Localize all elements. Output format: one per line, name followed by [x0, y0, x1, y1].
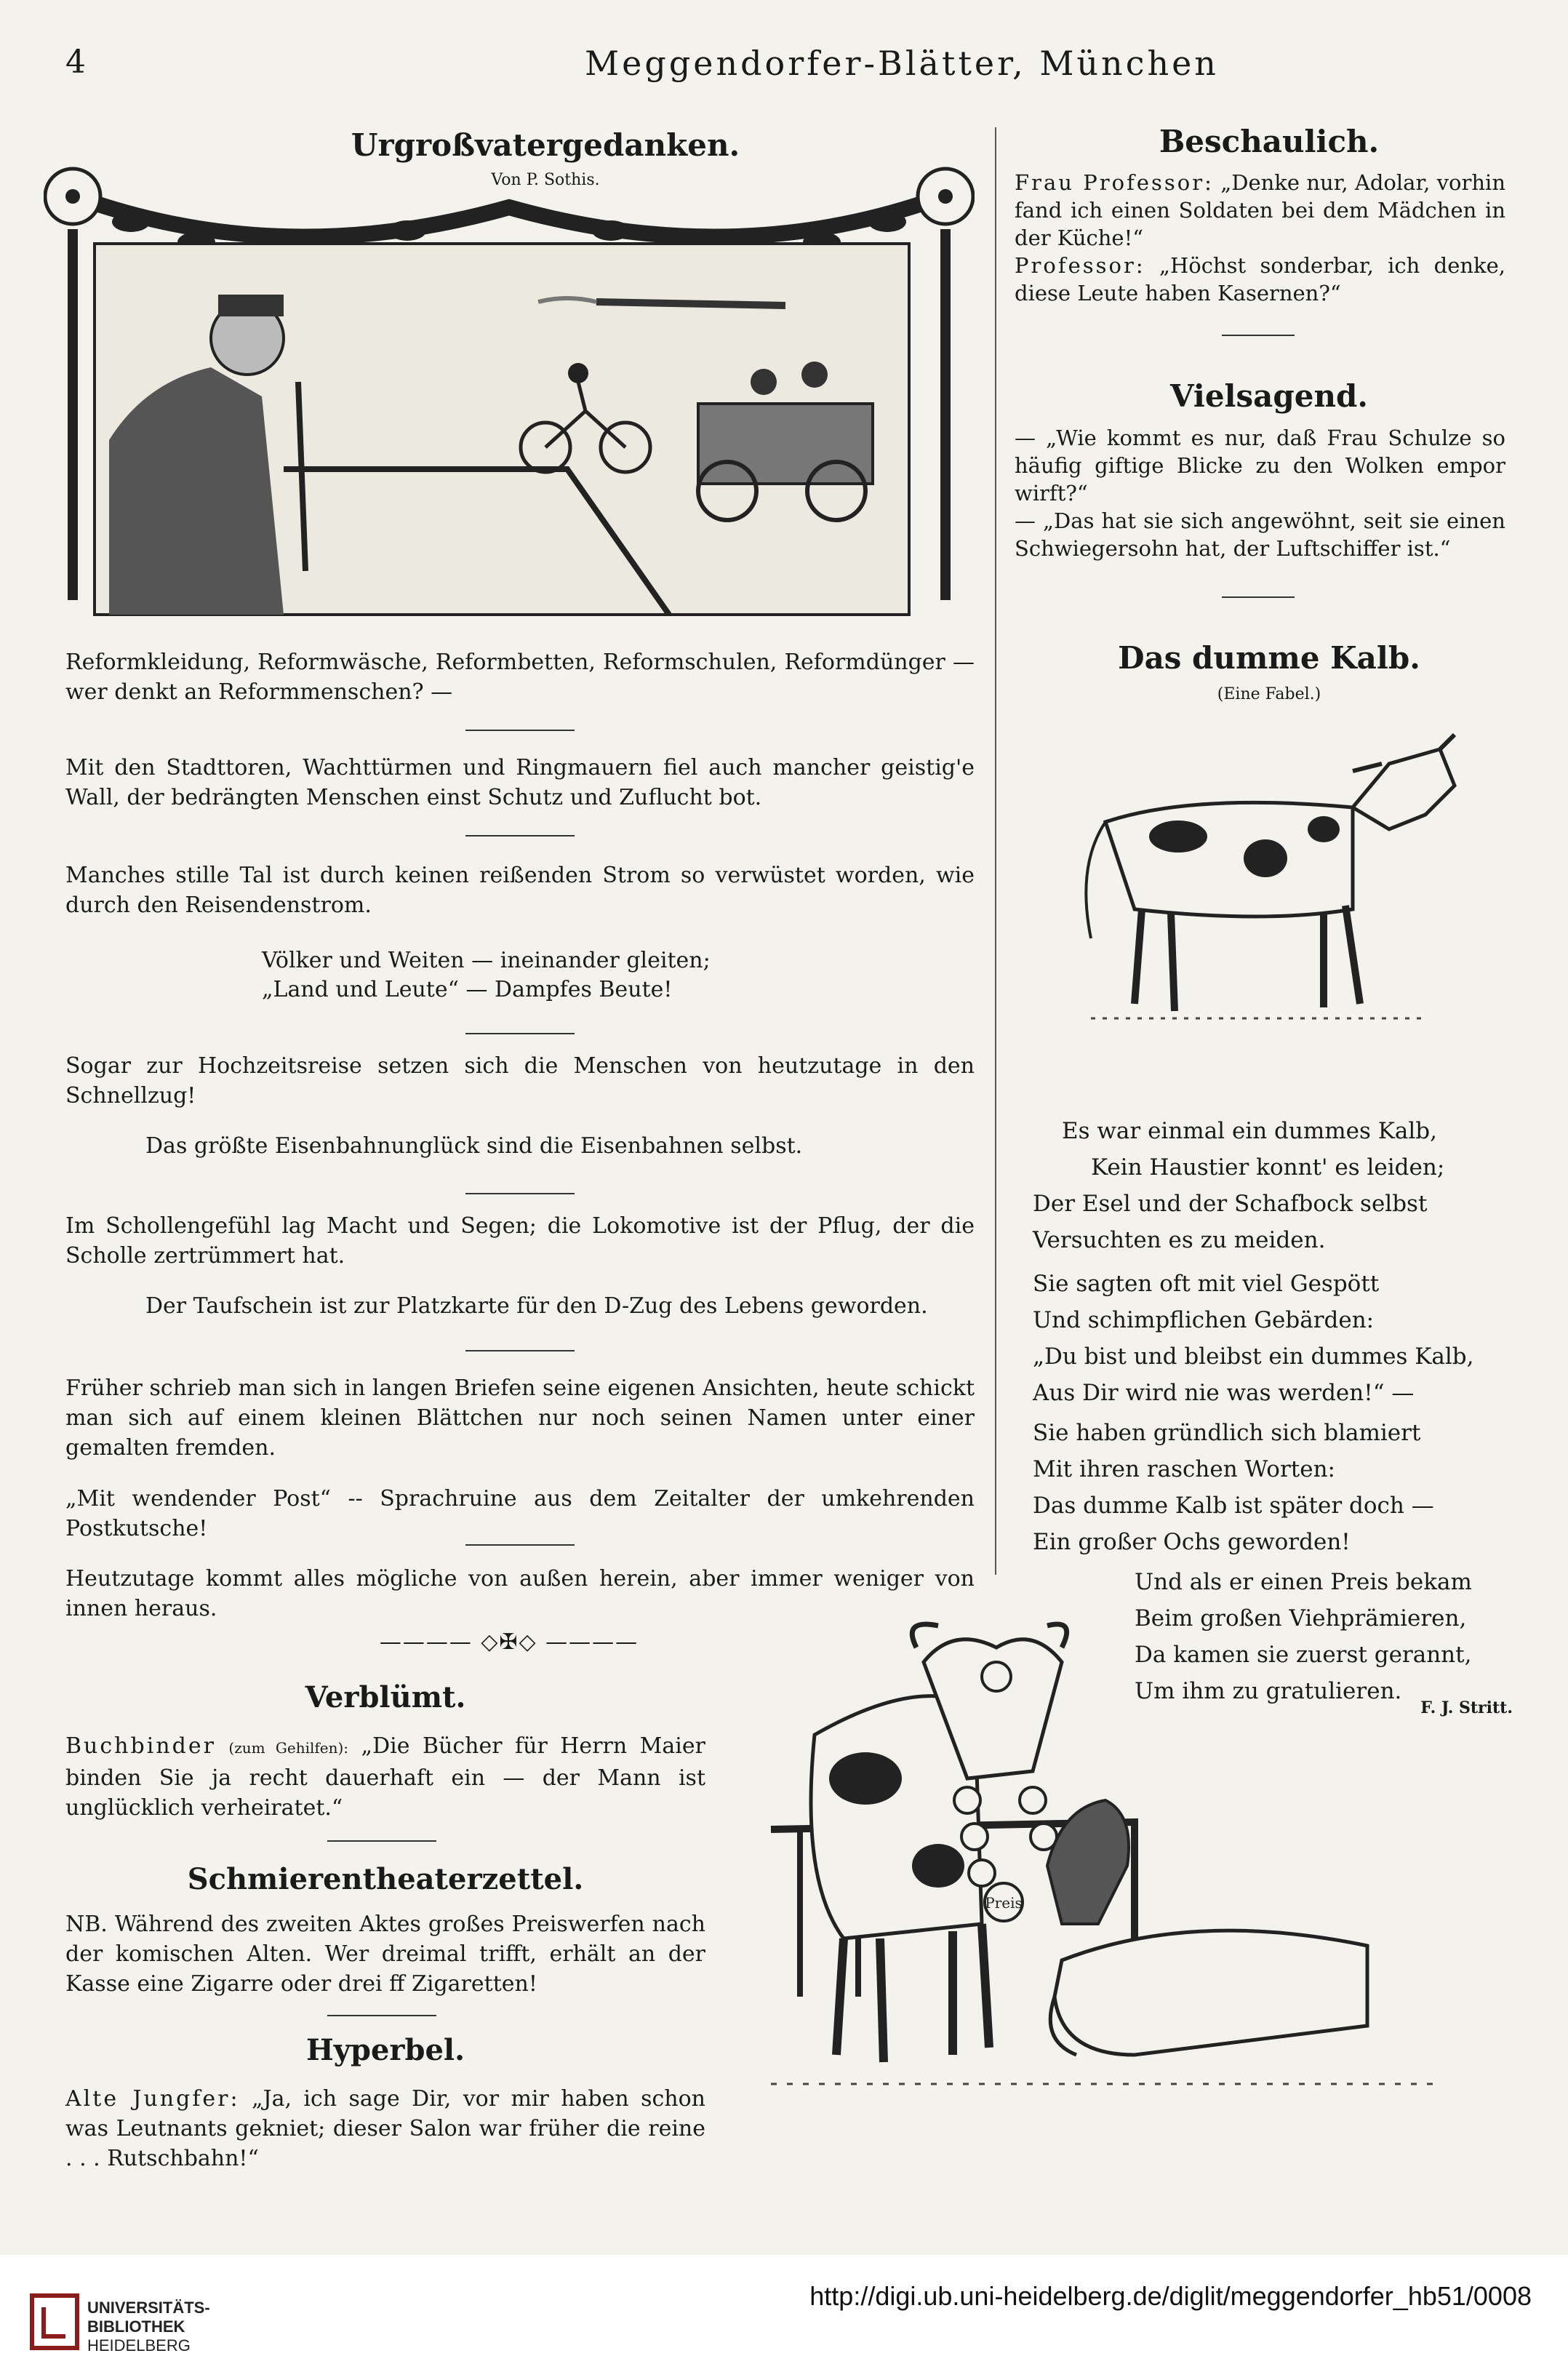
aphorism-9: „Mit wendender Post“ -- Sprachruine aus dem Zeitalter der umkehrenden Postkutsche! — [65, 1486, 975, 1541]
page-header — [65, 44, 1513, 87]
speech: „Denke nur, Adolar, vorhin fand ich einen Soldaten bei dem Mädchen in der Küche!“ — [1015, 170, 1506, 250]
verbluemt-title: Verblümt. — [305, 1680, 466, 1714]
aphorism-7: Der Taufschein ist zur Platzkarte für den D-Zug des Lebens geworden. — [145, 1293, 928, 1319]
running-title: Meggendorfer-Blätter, München — [585, 44, 1219, 83]
verse-line-2: „Land und Leute“ — Dampfes Beute! — [262, 977, 673, 1002]
separator — [465, 1350, 575, 1351]
poem-line: Kein Haustier konnt' es leiden; — [1091, 1154, 1445, 1181]
hyperbel-speaker: Alte Jungfer: — [65, 2086, 240, 2112]
beschaulich-text — [1015, 169, 1505, 307]
separator — [465, 1544, 575, 1546]
aphorism-4: Sogar zur Hochzeitsreise setzen sich die Menschen von heutzutage in den Schnellzug! — [65, 1053, 975, 1109]
separator — [1222, 596, 1295, 598]
kalb-title: Das dumme Kalb. — [1118, 640, 1420, 676]
digitization-url[interactable]: http://digi.ub.uni-heidelberg.de/diglit/meggendorfer_hb51/0008 — [809, 2281, 1532, 2311]
separator — [327, 1840, 436, 1842]
separator — [465, 835, 575, 836]
university-logo-icon — [29, 2293, 80, 2351]
article-byline: Von P. Sothis. — [491, 171, 600, 189]
speech: „Höchst sonderbar, ich denke, diese Leute haben Kasernen?“ — [1015, 253, 1506, 306]
kalb-signature: F. J. Stritt. — [1420, 1698, 1513, 1717]
section-ornament: ———— ◇✠◇ ———— — [379, 1629, 639, 1655]
verbluemt-quote: „Die Bücher für Herrn Maier binden Sie ja recht dauerhaft ein — der Mann ist unglücklich verheiratet.“ — [65, 1733, 705, 1821]
kalb-stanza-1 — [1033, 1113, 1513, 1258]
poem-line: Und als er einen Preis bekam — [1135, 1569, 1472, 1595]
institution-line: BIBLIOTHEK — [87, 2317, 185, 2336]
poem-line: Sie sagten oft mit viel Gespött — [1033, 1271, 1380, 1297]
verbluemt-stage-direction: (zum Gehilfen): — [228, 1739, 349, 1757]
aphorism-10: Heutzutage kommt alles mögliche von außen herein, aber immer weniger von innen heraus. — [65, 1566, 975, 1621]
rosette-left-icon — [45, 169, 100, 224]
kalb-stanza-3 — [1033, 1415, 1513, 1560]
separator — [327, 2015, 436, 2016]
verse-line-1: Völker und Weiten — ineinander gleiten; — [262, 948, 711, 973]
aphorism-5: Das größte Eisenbahnunglück sind die Eisenbahnen selbst. — [145, 1133, 803, 1159]
poem-line: Mit ihren raschen Worten: — [1033, 1456, 1335, 1482]
vielsagend-question: — „Wie kommt es nur, daß Frau Schulze so häufig giftige Blicke zu den Wolken empor wirft?“ — [1015, 426, 1505, 506]
rosette-right-icon — [918, 169, 973, 224]
poem-line: Ein großer Ochs geworden! — [1033, 1529, 1351, 1555]
hyperbel-quote: „Ja, ich sage Dir, vor mir haben schon was Leutnants gekniet; dieser Salon war früher die reine . . . Rutschbahn!“ — [65, 2086, 705, 2171]
poem-line: Es war einmal ein dummes Kalb, — [1062, 1118, 1437, 1144]
aphorism-8: Früher schrieb man sich in langen Briefen seine eigenen Ansichten, heute schickt man sich auf einem kleinen Blättchen nur noch seinen Namen unter einer gemalten fremden. — [65, 1375, 975, 1461]
poem-line: „Du bist und bleibst ein dummes Kalb, — [1033, 1343, 1474, 1370]
separator — [465, 730, 575, 731]
library-footer — [0, 2255, 1568, 2380]
vielsagend-answer: — „Das hat sie sich angewöhnt, seit sie einen Schwiegersohn hat, der Luftschiffer ist.“ — [1015, 508, 1505, 561]
poem-line: Das dumme Kalb ist später doch — — [1033, 1493, 1434, 1519]
beschaulich-title: Beschaulich. — [1159, 124, 1380, 159]
column-divider — [995, 127, 996, 1575]
page-number: 4 — [65, 44, 86, 81]
separator — [465, 1033, 575, 1034]
poem-line: Versuchten es zu meiden. — [1033, 1227, 1326, 1253]
separator — [1222, 335, 1295, 336]
kalb-stanza-2 — [1033, 1266, 1513, 1411]
poem-line: Da kamen sie zuerst gerannt, — [1135, 1642, 1472, 1668]
verbluemt-speaker: Buchbinder — [65, 1733, 216, 1759]
poem-line: Und schimpflichen Gebärden: — [1033, 1307, 1375, 1333]
schmieren-text: NB. Während des zweiten Aktes großes Preiswerfen nach der komischen Alten. Wer dreimal trifft, erhält an der Kasse eine Zigarre oder drei ff Zigaretten! — [65, 1912, 705, 1997]
beschaulich-line-1 — [1015, 169, 1505, 252]
poem-line: Aus Dir wird nie was werden!“ — — [1033, 1380, 1415, 1406]
aphorism-1: Reformkleidung, Reformwäsche, Reformbetten, Reformschulen, Reformdünger — wer denkt an Reformmenschen? — — [65, 650, 975, 705]
aphorism-3: Manches stille Tal ist durch keinen reißenden Strom so verwüstet worden, wie durch den Reisendenstrom. — [65, 863, 975, 918]
schmieren-title: Schmierentheaterzettel. — [187, 1862, 584, 1896]
institution-line: HEIDELBERG — [87, 2336, 191, 2355]
poem-line: Sie haben gründlich sich blamiert — [1033, 1420, 1421, 1446]
institution-line: UNIVERSITÄTS- — [87, 2299, 210, 2317]
poem-line: Beim großen Viehprämieren, — [1135, 1605, 1467, 1632]
aphorism-6: Im Schollengefühl lag Macht und Segen; die Lokomotive ist der Pflug, der die Scholle zertrümmert hat. — [65, 1213, 975, 1269]
hyperbel-text — [65, 2084, 705, 2173]
institution-name — [87, 2299, 210, 2355]
separator — [465, 1193, 575, 1194]
kalb-subtitle: (Eine Fabel.) — [1217, 685, 1321, 703]
hyperbel-title: Hyperbel. — [305, 2033, 465, 2067]
verbluemt-text — [65, 1731, 705, 1823]
poem-line: Um ihm zu gratulieren. — [1135, 1678, 1402, 1704]
ox-illustration — [756, 1618, 1455, 2171]
garland-illustration — [44, 164, 975, 629]
vielsagend-text — [1015, 424, 1505, 562]
speaker-label: Professor: — [1015, 253, 1145, 278]
prize-tag: Preis — [985, 1894, 1023, 1912]
poem-line: Der Esel und der Schafbock selbst — [1033, 1191, 1428, 1217]
aphorism-2: Mit den Stadttoren, Wachttürmen und Ringmauern fiel auch mancher geistig'e Wall, der bedrängten Menschen einst Schutz und Zuflucht bot. — [65, 755, 975, 810]
calf-illustration — [1047, 720, 1484, 1055]
speaker-label: Frau Professor: — [1015, 170, 1214, 195]
article-title: Urgroßvatergedanken. — [351, 127, 740, 163]
vielsagend-title: Vielsagend. — [1170, 378, 1368, 414]
beschaulich-line-2 — [1015, 252, 1505, 307]
